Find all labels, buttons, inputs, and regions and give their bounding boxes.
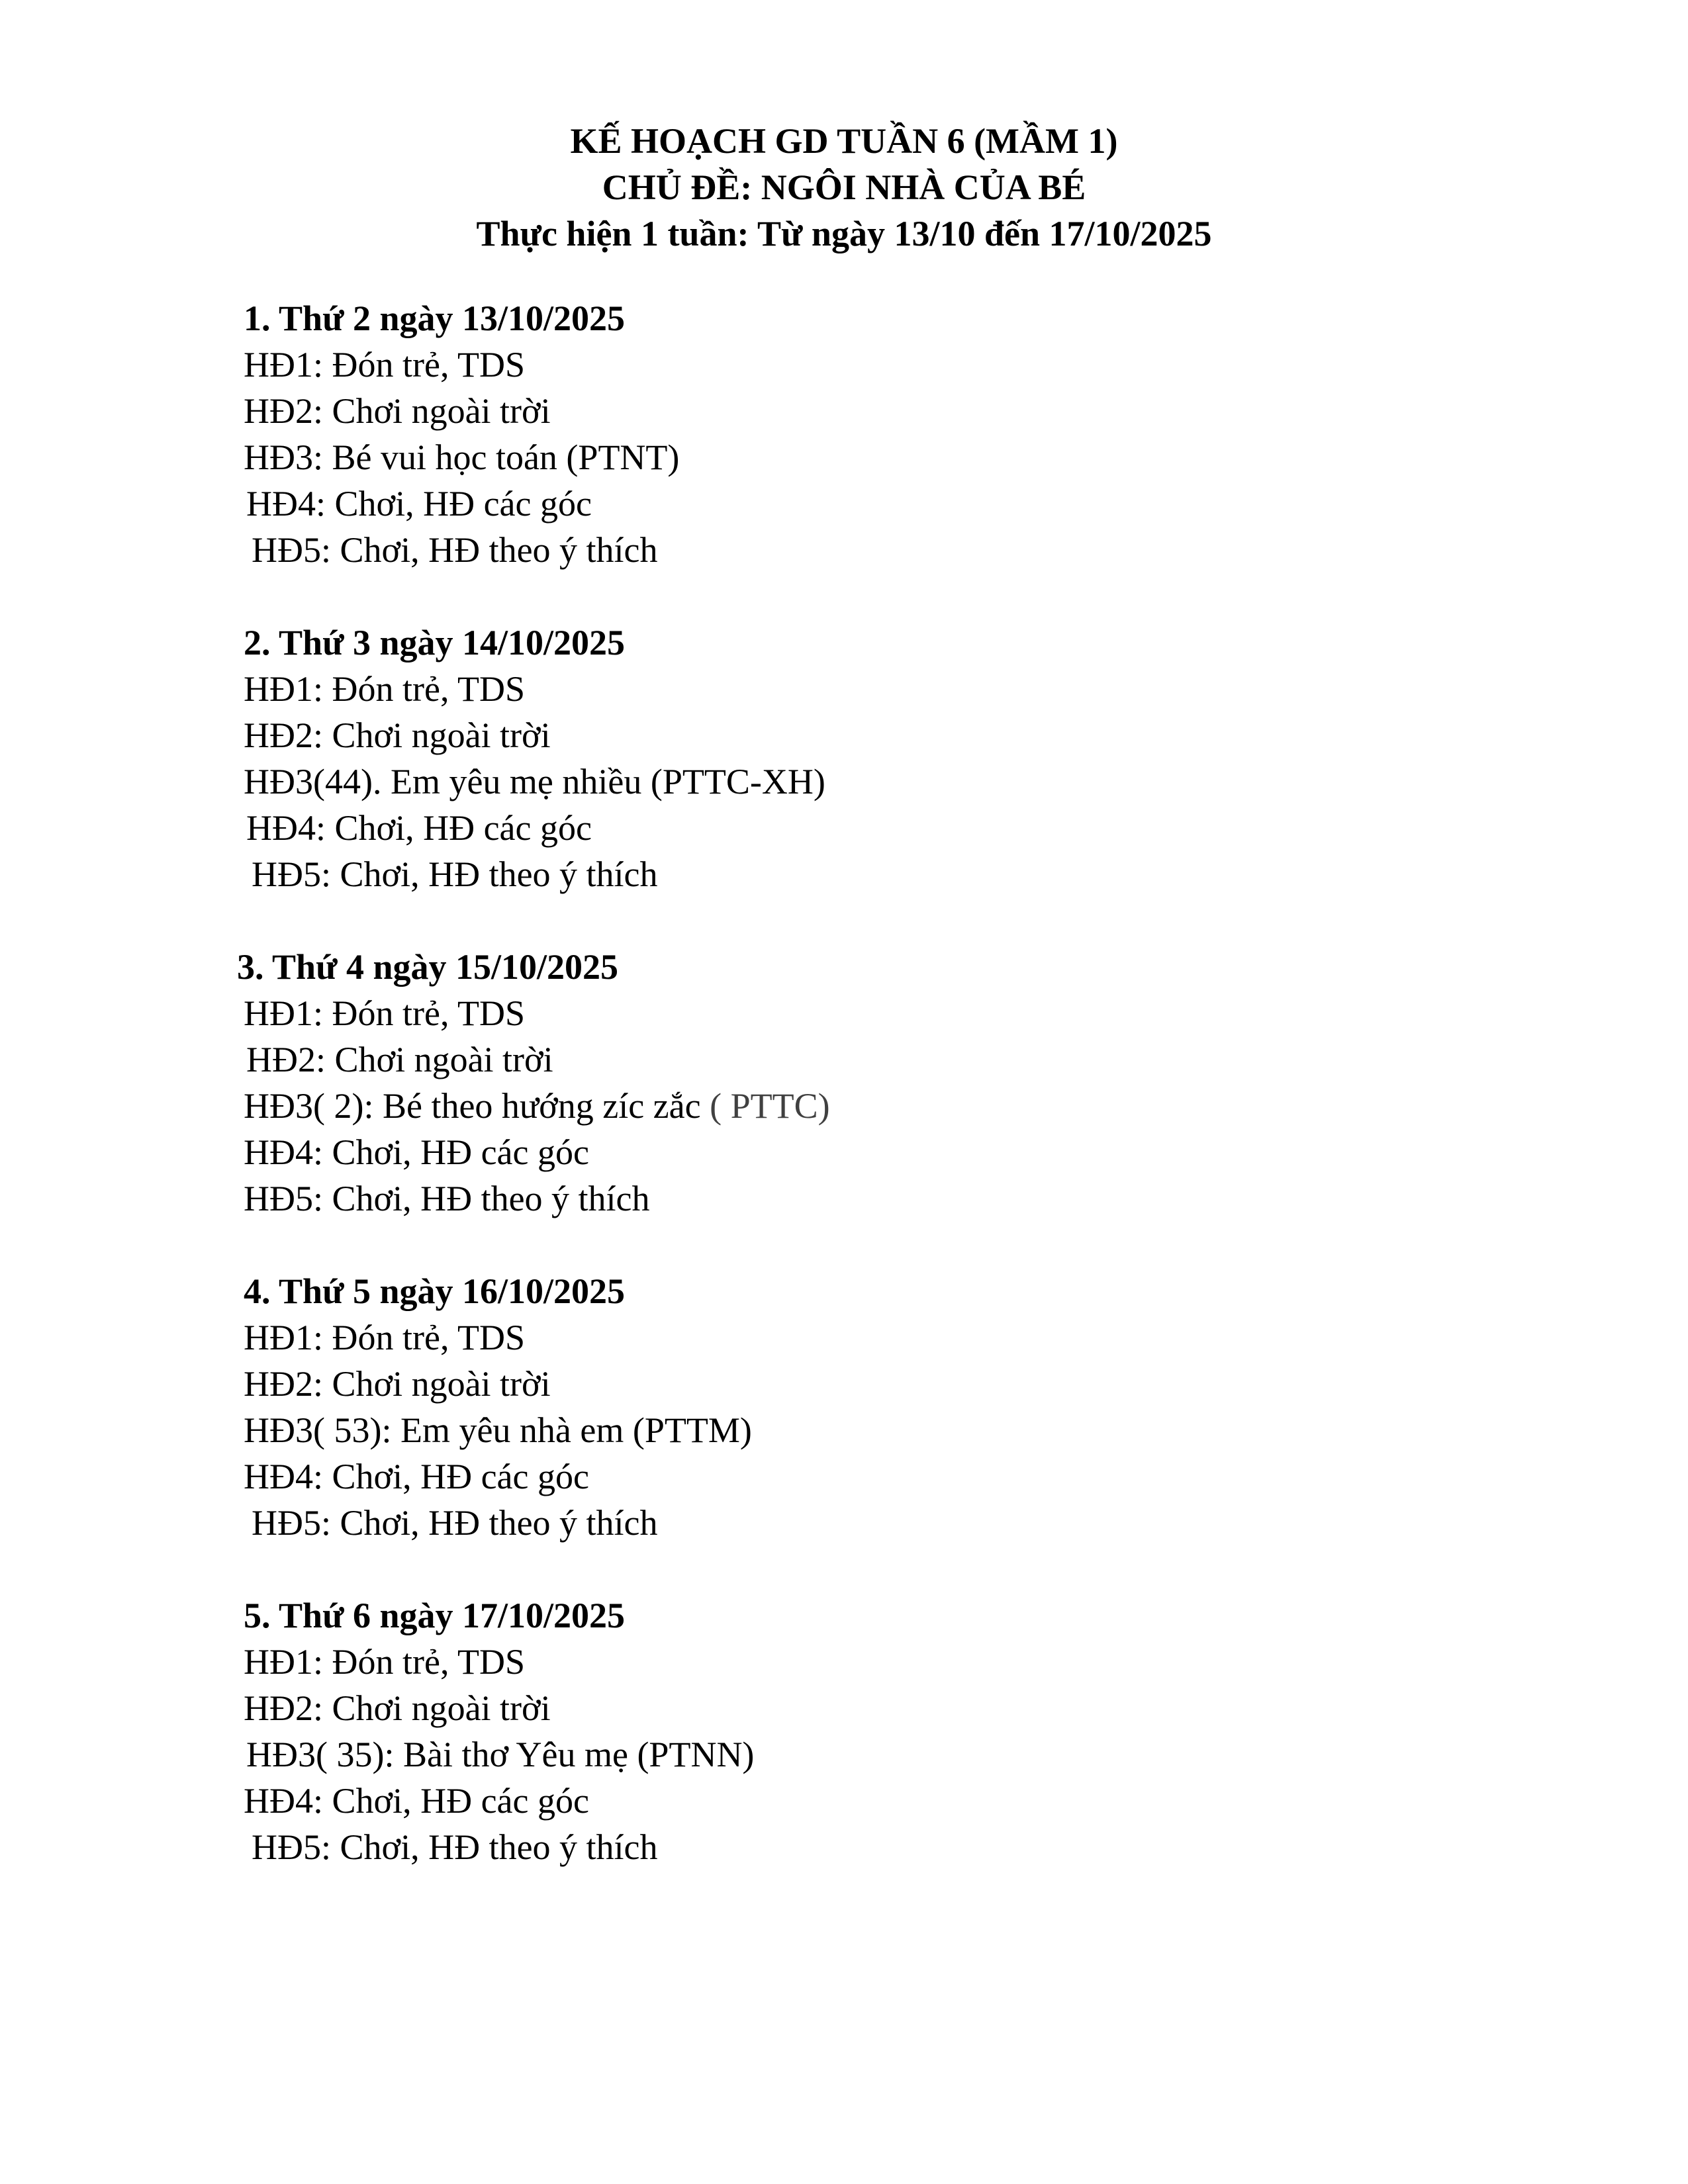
activity-item: HĐ2: Chơi ngoài trời (244, 715, 551, 755)
activity-item: HĐ2: Chơi ngoài trời (244, 1688, 551, 1728)
activity-item: HĐ4: Chơi, HĐ các góc (246, 484, 592, 523)
activity-item: HĐ1: Đón trẻ, TDS (244, 1642, 525, 1682)
activity-item: HĐ5: Chơi, HĐ theo ý thích (252, 530, 658, 570)
activity-item: HĐ2: Chơi ngoài trời (246, 1040, 553, 1079)
activity-item: HĐ4: Chơi, HĐ các góc (244, 1781, 589, 1821)
day-heading: 1. Thứ 2 ngày 13/10/2025 (244, 298, 626, 338)
activity-item: HĐ5: Chơi, HĐ theo ý thích (252, 854, 658, 894)
day-section-3 (0, 944, 1125, 1222)
topic-title: CHỦ ĐỀ: NGÔI NHÀ CỦA BÉ (602, 167, 1086, 207)
activity-item: HĐ3( 35): Bài thơ Yêu mẹ (PTNN) (246, 1735, 755, 1774)
activity-item: HĐ3( 53): Em yêu nhà em (PTTM) (244, 1410, 752, 1450)
day-section-2 (0, 619, 1125, 897)
activity-item: HĐ3(44). Em yêu mẹ nhiều (PTTC-XH) (244, 762, 825, 801)
day-section-4 (0, 1268, 1125, 1546)
activity-item: HĐ3: Bé vui học toán (PTNT) (244, 437, 680, 477)
day-section-5 (0, 1592, 1125, 1870)
activity-item (0, 1083, 1125, 1129)
activity-item: HĐ4: Chơi, HĐ các góc (246, 808, 592, 848)
activity-domain-tag: ( PTTC) (700, 1086, 830, 1126)
day-heading: 5. Thứ 6 ngày 17/10/2025 (244, 1596, 626, 1635)
activity-item: HĐ4: Chơi, HĐ các góc (244, 1132, 589, 1172)
activity-item: HĐ5: Chơi, HĐ theo ý thích (252, 1827, 658, 1867)
activity-item: HĐ1: Đón trẻ, TDS (244, 1318, 525, 1357)
period-line: Thực hiện 1 tuần: Từ ngày 13/10 đến 17/10/2025 (476, 214, 1212, 253)
activity-item: HĐ1: Đón trẻ, TDS (244, 345, 525, 385)
day-heading: 2. Thứ 3 ngày 14/10/2025 (244, 623, 626, 662)
activity-item: HĐ5: Chơi, HĐ theo ý thích (244, 1179, 650, 1218)
activity-item: HĐ2: Chơi ngoài trời (244, 1364, 551, 1404)
plan-title: KẾ HOẠCH GD TUẦN 6 (MẦM 1) (570, 121, 1118, 161)
activity-item: HĐ2: Chơi ngoài trời (244, 391, 551, 431)
activity-item: HĐ1: Đón trẻ, TDS (244, 993, 525, 1033)
activity-item: HĐ5: Chơi, HĐ theo ý thích (252, 1503, 658, 1543)
day-section-1 (0, 295, 1125, 573)
activity-text: HĐ3( 2): Bé theo hướng zíc zắc (244, 1086, 701, 1126)
day-heading: 3. Thứ 4 ngày 15/10/2025 (237, 947, 619, 987)
activity-item: HĐ1: Đón trẻ, TDS (244, 669, 525, 709)
day-heading: 4. Thứ 5 ngày 16/10/2025 (244, 1271, 626, 1311)
document-header (0, 118, 1688, 257)
activity-item: HĐ4: Chơi, HĐ các góc (244, 1457, 589, 1496)
